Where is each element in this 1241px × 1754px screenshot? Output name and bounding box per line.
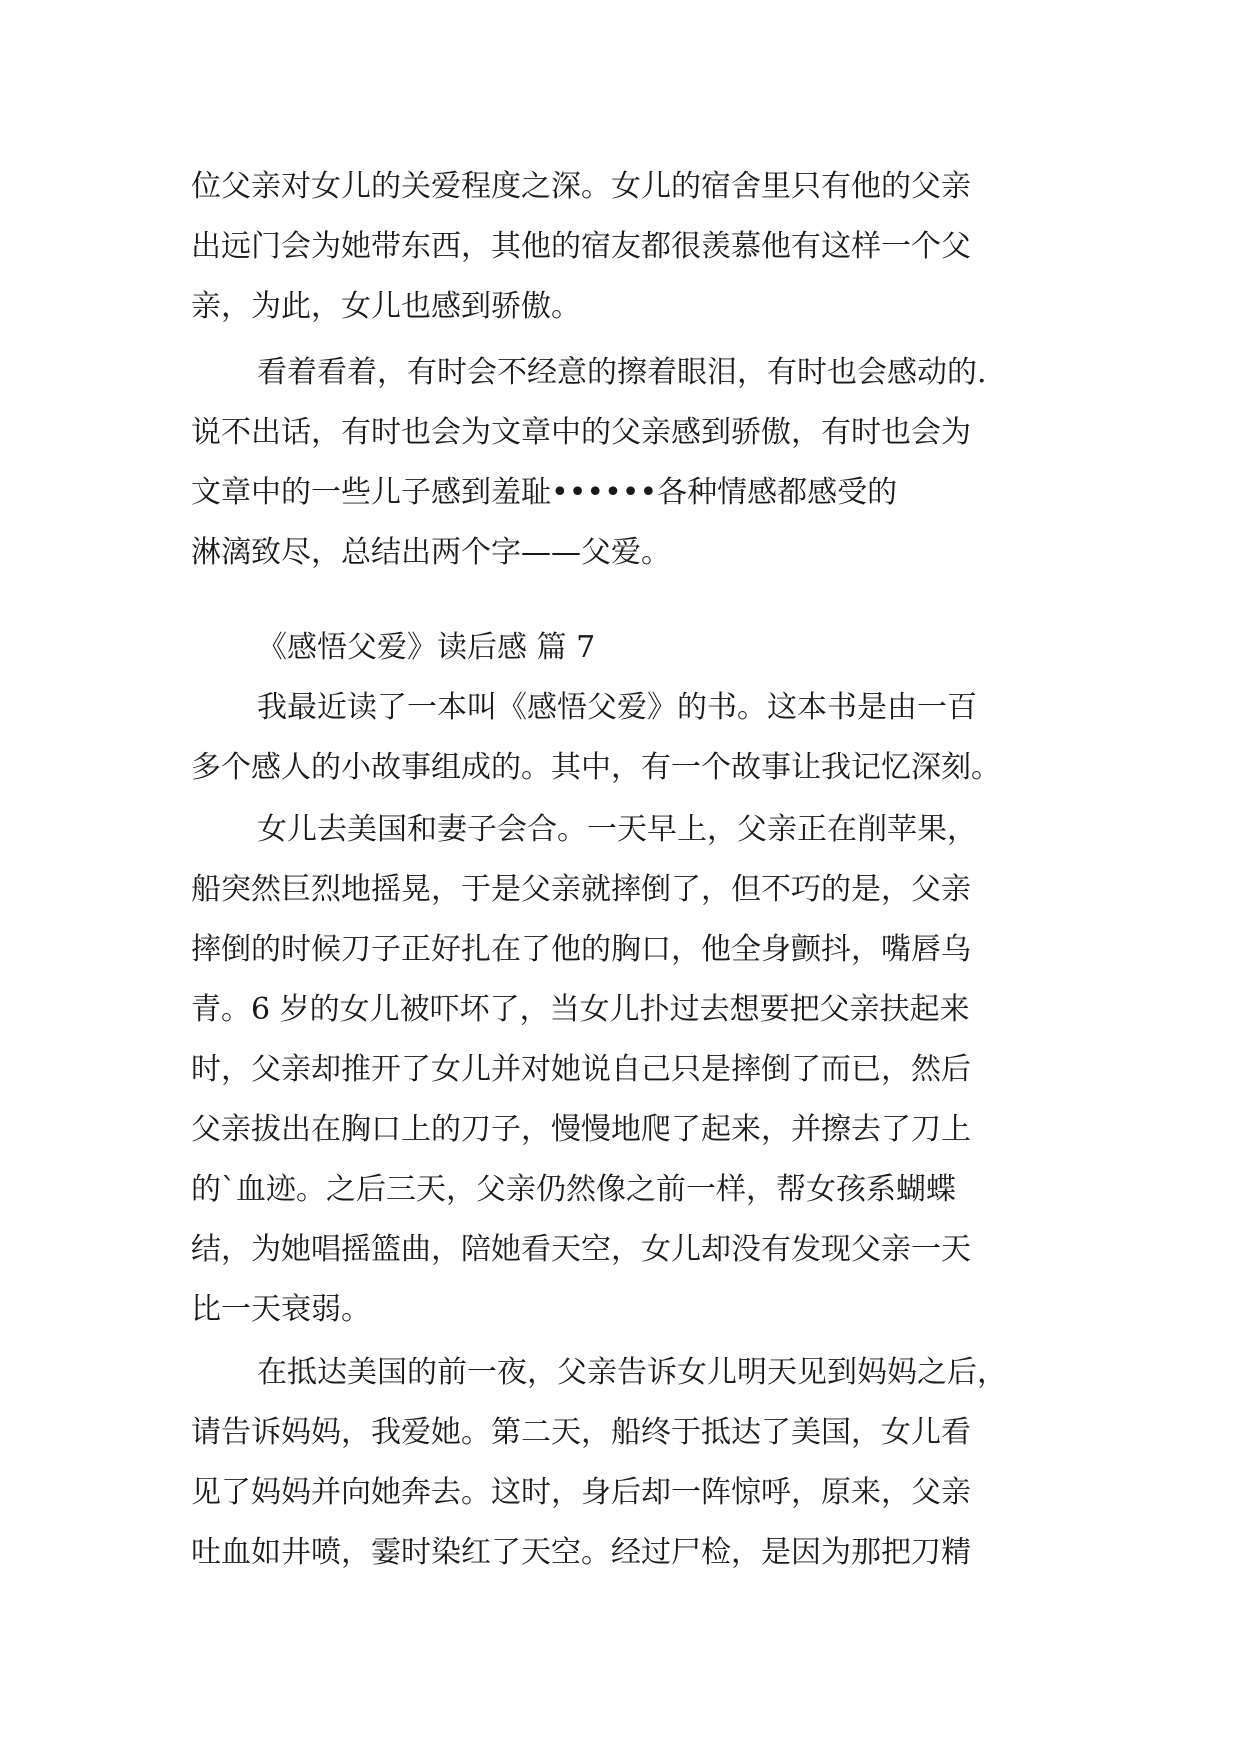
text-line: 结，为她唱摇篮曲，陪她看天空，女儿却没有发现父亲一天 [191, 1232, 971, 1267]
text-line: 出远门会为她带东西，其他的宿友都很羡慕他有这样一个父 [191, 229, 971, 264]
paragraph-first-line: 我最近读了一本叫《感悟父爱》的书。这本书是由一百 [257, 690, 977, 725]
text-line: 文章中的一些儿子感到羞耻••••••各种情感都感受的 [191, 475, 898, 510]
text-line: 船突然巨烈地摇晃，于是父亲就摔倒了，但不巧的是，父亲 [191, 872, 971, 907]
text-line: 说不出话，有时也会为文章中的父亲感到骄傲，有时也会为 [191, 415, 971, 450]
text-line: 比一天衰弱。 [191, 1292, 371, 1327]
text-line: 父亲拔出在胸口上的刀子，慢慢地爬了起来，并擦去了刀上 [191, 1112, 971, 1147]
text-line: 多个感人的小故事组成的。其中，有一个故事让我记忆深刻。 [191, 750, 1001, 785]
text-line: 淋漓致尽，总结出两个字——父爱。 [191, 535, 671, 570]
section-heading: 《感悟父爱》读后感 篇 7 [257, 630, 596, 665]
text-line: 的`血迹。之后三天，父亲仍然像之前一样，帮女孩系蝴蝶 [191, 1172, 956, 1207]
text-line: 青。6 岁的女儿被吓坏了，当女儿扑过去想要把父亲扶起来 [191, 992, 970, 1027]
text-line: 摔倒的时候刀子正好扎在了他的胸口，他全身颤抖，嘴唇乌 [191, 932, 971, 967]
paragraph-first-line: 看着看着，有时会不经意的擦着眼泪，有时也会感动的. [257, 355, 987, 390]
text-line: 吐血如井喷，霎时染红了天空。经过尸检，是因为那把刀精 [191, 1535, 971, 1570]
text-line: 位父亲对女儿的关爱程度之深。女儿的宿舍里只有他的父亲 [191, 169, 971, 204]
paragraph-first-line: 女儿去美国和妻子会合。一天早上，父亲正在削苹果， [257, 812, 977, 847]
paragraph-first-line: 在抵达美国的前一夜，父亲告诉女儿明天见到妈妈之后， [257, 1355, 1007, 1390]
text-line: 亲，为此，女儿也感到骄傲。 [191, 289, 581, 324]
text-line: 请告诉妈妈，我爱她。第二天，船终于抵达了美国，女儿看 [191, 1415, 971, 1450]
text-line: 时，父亲却推开了女儿并对她说自己只是摔倒了而已，然后 [191, 1052, 971, 1087]
text-line: 见了妈妈并向她奔去。这时，身后却一阵惊呼，原来，父亲 [191, 1475, 971, 1510]
